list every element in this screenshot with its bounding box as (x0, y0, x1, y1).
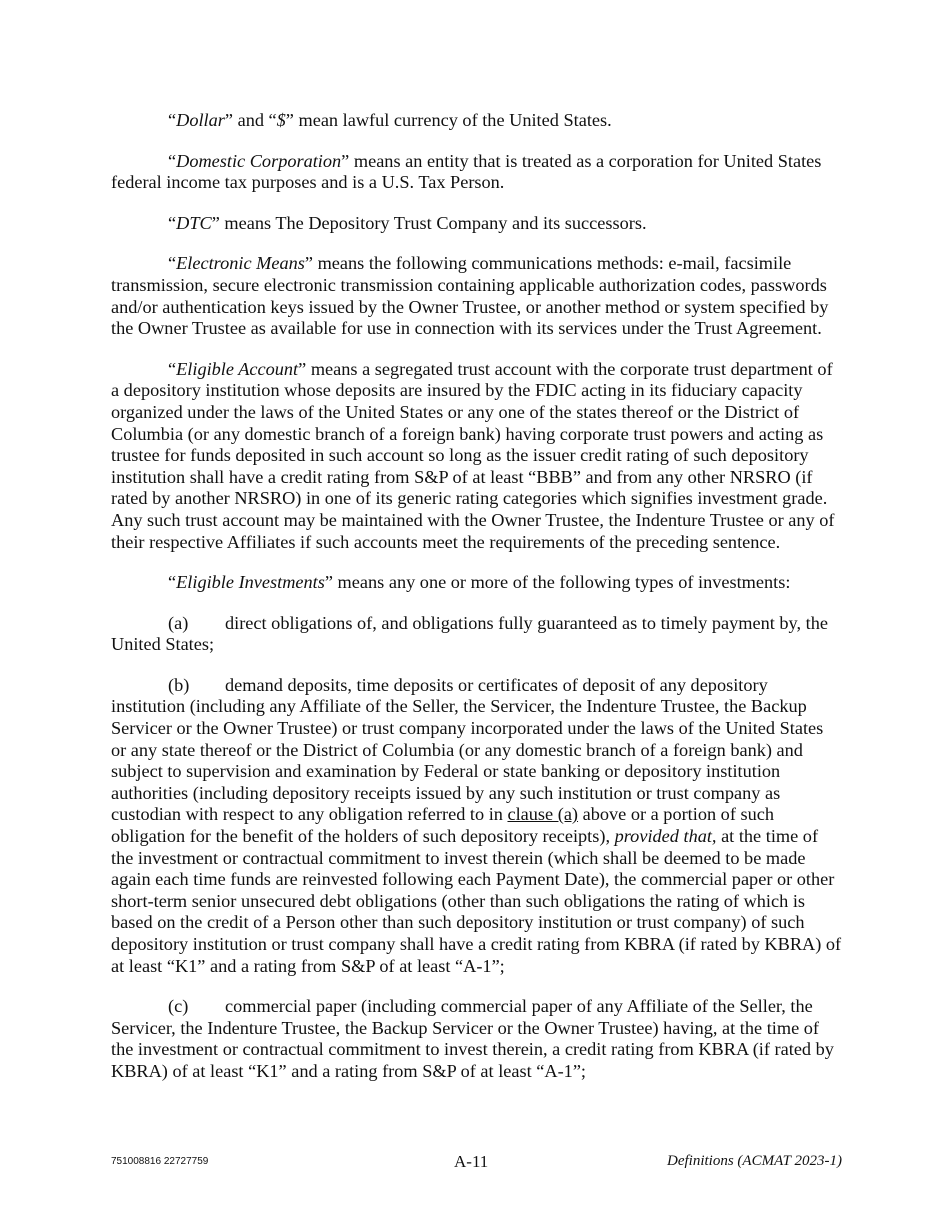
open-quote: “ (168, 212, 177, 233)
open-quote: “ (168, 110, 177, 130)
document-body (111, 110, 842, 1102)
clause-text: above or a portion of such obligation for the benefit of the holders of such depository receipts), (111, 804, 774, 847)
document-id: 751008816 22727759 (111, 1156, 209, 1167)
proviso-text: provided that, (614, 826, 717, 847)
document-title: Definitions (ACMAT 2023-1) (667, 1153, 842, 1169)
open-quote: “ (168, 572, 177, 593)
defined-term: Electronic Means (176, 253, 305, 274)
definition-domestic-corporation (111, 151, 842, 194)
defined-term: $ (276, 110, 286, 130)
definition-text: ” means the following communications methods: e-mail, facsimile transmission, secure electronic transmission containing applicable authorization codes, passwords and/or authentication keys issued by the Owner Trustee, or another method or system specified by the Owner Trustee as available for use in connection with its services under the Trust Agreement. (111, 253, 829, 339)
defined-term: Dollar (176, 110, 225, 130)
definition-text: ” means an entity that is treated as a corporation for United States federal income tax purposes and is a U.S. Tax Person. (111, 150, 822, 193)
definition-text: ” means any one or more of the following types of investments: (324, 572, 791, 593)
clause-text: demand deposits, time deposits or certificates of deposit of any depository institution (including any Affiliate of the Seller, the Servicer, the Indenture Trustee, the Backup Servicer or the Owner Trustee) or trust company incorporated under the laws of the United States or any state thereof or the District of Columbia (or any domestic branch of a foreign bank) and subject to supervision and examination by Federal or state banking or depository institution authorities (including depository receipts issued by any such institution or trust company as custodian with respect to any obligation referred to in (111, 674, 824, 825)
open-quote: “ (168, 358, 177, 379)
definition-text: ” means a segregated trust account with the corporate trust department of a depository institution whose deposits are insured by the FDIC acting in its fiduciary capacity organized under the laws of the United States or any one of the states thereof or the District of Columbia (or any domestic branch of a foreign bank) having corporate trust powers and acting as trustee for funds deposited in such account so long as the issuer credit rating of such depository institution shall have a credit rating from S&P of at least “BBB” and from any other NRSRO (if rated by another NRSRO) in one of its generic rating categories which signifies investment grade. Any such trust account may be maintained with the Owner Trustee, the Indenture Trustee or any of their respective Affiliates if such accounts meet the requirements of the preceding sentence. (111, 358, 835, 552)
clause-a (111, 613, 842, 656)
clause-text: commercial paper (including commercial paper of any Affiliate of the Seller, the Servicer, the Indenture Trustee, the Backup Servicer or the Owner Trustee) having, at the time of the investment or contractual commitment to invest therein, a credit rating from KBRA (if rated by KBRA) of at least “K1” and a rating from S&P of at least “A-1”; (111, 996, 834, 1081)
defined-term: Eligible Account (176, 358, 299, 379)
page-footer (111, 1152, 842, 1176)
clause-text: at the time of the investment or contractual commitment to invest therein (which shall be deemed to be made again each time funds are reinvested following each Payment Date), the commercial paper or other short-term senior unsecured debt obligations (other than such obligations the rating of which is based on the credit of a Person other than such depository institution or trust company) of such depository institution or trust company shall have a credit rating from KBRA (if rated by KBRA) of at least “K1” and a rating from S&P of at least “A-1”; (111, 826, 842, 976)
definition-eligible-investments (111, 572, 842, 594)
definition-text: ” mean lawful currency of the United States. (285, 110, 612, 130)
clause-c (111, 996, 842, 1082)
page-number: A-11 (454, 1152, 489, 1171)
definition-dollar (111, 110, 842, 132)
definition-eligible-account (111, 359, 842, 553)
clause-label: (c) (168, 996, 189, 1017)
clause-label: (a) (168, 612, 189, 633)
defined-term: Domestic Corporation (176, 150, 342, 171)
defined-term: DTC (176, 212, 212, 233)
open-quote: “ (168, 253, 177, 274)
defined-term: Eligible Investments (176, 572, 325, 593)
definition-electronic-means (111, 253, 842, 339)
definition-text: ” and “ (224, 110, 277, 130)
clause-label: (b) (168, 674, 190, 695)
definition-text: ” means The Depository Trust Company and its successors. (211, 212, 647, 233)
open-quote: “ (168, 150, 177, 171)
clause-text: direct obligations of, and obligations fully guaranteed as to timely payment by, the United States; (111, 612, 828, 655)
clause-b (111, 675, 842, 977)
definition-dtc (111, 213, 842, 235)
clause-reference-link: clause (a) (507, 804, 579, 825)
